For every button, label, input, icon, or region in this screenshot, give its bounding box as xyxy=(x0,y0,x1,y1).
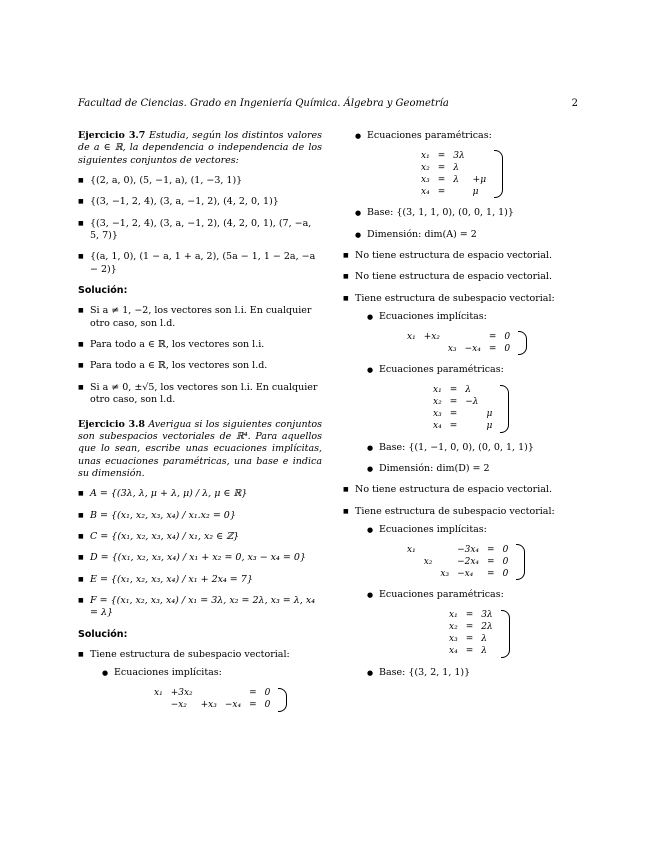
eq-cell: x₃ xyxy=(449,633,458,644)
equation-table xyxy=(445,610,497,658)
eq-cell: −2x₄ xyxy=(457,556,480,567)
eq-cell: λ xyxy=(453,162,459,173)
eq-cell: x₃ xyxy=(433,408,442,419)
eq-cell: = xyxy=(449,408,458,419)
eq-cell xyxy=(469,162,490,174)
list-item: ■ Para todo a ∈ ℝ, los vectores son l.i. xyxy=(78,339,322,351)
eq-cell: = xyxy=(437,186,446,197)
eq-cell: x₁ xyxy=(449,609,458,620)
eq-cell: = xyxy=(249,699,257,710)
page-number: 2 xyxy=(571,98,578,109)
list-item xyxy=(102,667,322,711)
list-item: ■ C = {(x₁, x₂, x₃, x₄) / x₁, x₂ ∈ ℤ} xyxy=(78,531,322,543)
exercise-3-7-title: Ejercicio 3.7 xyxy=(78,130,146,141)
list-item: ■ D = {(x₁, x₂, x₃, x₄) / x₁ + x₂ = 0, x₃ − x₄ = 0} xyxy=(78,552,322,564)
eq-cell: = xyxy=(465,621,474,632)
eq-cell xyxy=(420,343,444,355)
eq-cell xyxy=(436,556,453,568)
list-item: ■ E = {(x₁, x₂, x₃, x₄) / x₁ + 2x₄ = 7} xyxy=(78,574,322,586)
list-item xyxy=(355,130,581,198)
list-item: ■ {(3, −1, 2, 4), (3, a, −1, 2), (4, 2, 0, 1), (7, −a, 5, 7)} xyxy=(78,218,322,243)
exercise-3-8 xyxy=(78,419,322,481)
eq-cell: μ xyxy=(472,186,479,197)
eq-cell: λ xyxy=(481,645,487,656)
eq-cell: = xyxy=(449,396,458,407)
exercise-3-7-answers xyxy=(78,305,322,406)
eq-cell: 0 xyxy=(502,544,509,555)
eq-cell xyxy=(221,688,245,700)
eq-cell xyxy=(403,343,420,355)
right-brace xyxy=(500,385,509,433)
answer-A xyxy=(78,649,322,712)
equation-table xyxy=(429,385,496,433)
eq-cell: +x₂ xyxy=(423,331,440,342)
answer-C: ■ No tiene estructura de espacio vectorial. xyxy=(343,271,581,283)
eq-cell: = xyxy=(449,384,458,395)
list-item: ■ {(a, 1, 0), (1 − a, 1 + a, 2), (5a − 1, 1 − 2a, −a − 2)} xyxy=(78,251,322,276)
list-item: ■ Si a ≠ 1, −2, los vectores son l.i. En cualquier otro caso, son l.d. xyxy=(78,305,322,330)
eq-cell xyxy=(403,568,420,580)
eq-cell: λ xyxy=(465,384,471,395)
eq-cell xyxy=(150,700,167,712)
eq-cell: x₃ xyxy=(440,568,450,579)
implicit-label: Ecuaciones implícitas: xyxy=(379,311,487,323)
eq-cell xyxy=(444,331,461,343)
eq-cell: −3x₄ xyxy=(457,544,480,555)
structure-yes-text: Tiene estructura de subespacio vectorial: xyxy=(90,648,290,660)
eq-cell: 0 xyxy=(502,568,509,579)
eq-cell: x₂ xyxy=(423,556,433,567)
eq-cell: +μ xyxy=(472,174,487,185)
eq-cell: = xyxy=(249,687,257,698)
list-item: ■ B = {(x₁, x₂, x₃, x₄) / x₁.x₂ = 0} xyxy=(78,510,322,522)
right-brace xyxy=(501,610,510,658)
eq-cell xyxy=(420,544,437,556)
eq-cell: x₁ xyxy=(154,687,163,698)
list-item xyxy=(367,589,581,657)
eq-cell: = xyxy=(488,331,497,342)
eq-cell: x₃ xyxy=(421,174,430,185)
equation-system xyxy=(403,544,581,580)
param-label: Ecuaciones paramétricas: xyxy=(367,130,492,141)
list-item: ● Base: {(3, 2, 1, 1)} xyxy=(367,667,581,679)
eq-cell: x₁ xyxy=(421,150,430,161)
list-item: ● Base: {(1, −1, 0, 0), (0, 0, 1, 1)} xyxy=(367,442,581,454)
header-title: Facultad de Ciencias. Grado en Ingeniería Química. Álgebra y Geometría xyxy=(78,98,449,109)
list-item: ■ {(2, a, 0), (5, −1, a), (1, −3, 1)} xyxy=(78,175,322,187)
implicit-label: Ecuaciones implícitas: xyxy=(114,667,222,679)
eq-cell: x₁ xyxy=(433,384,442,395)
list-item: ● Dimensión: dim(D) = 2 xyxy=(367,463,581,475)
eq-cell: = xyxy=(487,544,495,555)
list-item: ● Base: {(3, 1, 1, 0), (0, 0, 1, 1)} xyxy=(355,207,581,219)
eq-cell xyxy=(461,409,482,421)
eq-cell: −x₂ xyxy=(170,699,187,710)
eq-cell: = xyxy=(465,645,474,656)
answer-B: ■ No tiene estructura de espacio vectorial. xyxy=(343,250,581,262)
exercise-3-7-list xyxy=(78,175,322,276)
eq-cell: = xyxy=(437,162,446,173)
list-item xyxy=(367,311,581,355)
eq-cell: 3λ xyxy=(453,150,465,161)
eq-cell: +3x₂ xyxy=(170,687,193,698)
param-label: Ecuaciones paramétricas: xyxy=(379,364,504,376)
eq-cell: = xyxy=(437,150,446,161)
equation-system xyxy=(429,385,581,433)
eq-cell: −x₄ xyxy=(464,343,481,354)
eq-cell: = xyxy=(488,343,497,354)
exercise-3-8-statement: Averigua si los siguientes conjuntos son subespacios vectoriales de ℝ⁴. Para aquellos que lo sean, escribe unas ecuaciones implícitas, unas ecuaciones paramétricas, una base e indica su dimensión. xyxy=(78,418,322,479)
eq-cell: −x₄ xyxy=(224,699,242,710)
equation-system xyxy=(417,150,581,198)
eq-cell: = xyxy=(449,420,458,431)
eq-cell: 0 xyxy=(264,699,271,710)
left-column xyxy=(78,130,322,721)
page-header xyxy=(78,97,578,110)
answer-D-details xyxy=(367,311,581,475)
eq-cell: 0 xyxy=(264,687,271,698)
equation-system xyxy=(150,688,322,712)
equation-table xyxy=(417,150,490,198)
eq-cell: λ xyxy=(481,633,487,644)
eq-cell: 2λ xyxy=(481,621,493,632)
eq-cell: = xyxy=(465,633,474,644)
exercise-3-8-list xyxy=(78,488,322,619)
list-item: ■ F = {(x₁, x₂, x₃, x₄) / x₁ = 3λ, x₂ = 2λ, x₃ = λ, x₄ = λ} xyxy=(78,595,322,620)
eq-cell xyxy=(482,385,496,397)
eq-cell: 0 xyxy=(502,556,509,567)
eq-cell: = xyxy=(465,609,474,620)
eq-cell xyxy=(461,421,482,433)
eq-cell: x₂ xyxy=(449,621,458,632)
eq-cell: = xyxy=(487,556,495,567)
right-brace xyxy=(518,331,527,355)
equation-system xyxy=(403,331,581,355)
right-brace xyxy=(278,688,287,712)
eq-cell: 0 xyxy=(504,343,511,354)
eq-cell: x₄ xyxy=(433,420,442,431)
eq-cell xyxy=(461,331,485,343)
eq-cell: x₁ xyxy=(407,544,416,555)
list-item: ● Dimensión: dim(A) = 2 xyxy=(355,229,581,241)
eq-cell: x₃ xyxy=(447,343,457,354)
answer-D xyxy=(343,293,581,476)
right-brace xyxy=(494,150,503,198)
answer-F-details xyxy=(367,524,581,679)
answer-A-details xyxy=(102,667,322,711)
eq-cell: x₁ xyxy=(407,331,416,342)
eq-cell: μ xyxy=(486,408,493,419)
exercise-3-8-title: Ejercicio 3.8 xyxy=(78,418,145,430)
answer-A-continued xyxy=(355,130,581,241)
equation-table xyxy=(150,688,274,712)
eq-cell: 3λ xyxy=(481,609,493,620)
right-column xyxy=(343,130,581,688)
eq-cell xyxy=(436,544,453,556)
exercise-3-7 xyxy=(78,130,322,167)
list-item: ■ {(3, −1, 2, 4), (3, a, −1, 2), (4, 2, 0, 1)} xyxy=(78,196,322,208)
eq-cell xyxy=(197,688,221,700)
eq-cell: −x₄ xyxy=(457,568,474,579)
eq-cell: −λ xyxy=(465,396,479,407)
eq-cell xyxy=(449,186,468,198)
eq-cell: λ xyxy=(453,174,459,185)
eq-cell xyxy=(403,556,420,568)
eq-cell: x₂ xyxy=(421,162,430,173)
list-item: ■ Si a ≠ 0, ±√5, los vectores son l.i. En cualquier otro caso, son l.d. xyxy=(78,382,322,407)
exercise-3-8-answers xyxy=(78,649,322,712)
eq-cell: 0 xyxy=(504,331,511,342)
solution-heading: Solución: xyxy=(78,628,128,640)
exercise-3-8-answers-continued xyxy=(343,250,581,679)
equation-table xyxy=(403,544,512,580)
equation-system xyxy=(445,610,581,658)
eq-cell: x₄ xyxy=(421,186,430,197)
list-item: ■ A = {(3λ, λ, μ + λ, μ) / λ, μ ∈ ℝ} xyxy=(78,488,322,500)
eq-cell xyxy=(482,397,496,409)
structure-yes-text: Tiene estructura de subespacio vectorial: xyxy=(355,292,555,304)
list-item xyxy=(367,524,581,580)
eq-cell: μ xyxy=(486,420,493,431)
param-label: Ecuaciones paramétricas: xyxy=(379,589,504,601)
list-item xyxy=(367,364,581,432)
answer-E: ■ No tiene estructura de espacio vectorial. xyxy=(343,484,581,496)
eq-cell: = xyxy=(437,174,446,185)
eq-cell: x₂ xyxy=(433,396,442,407)
implicit-label: Ecuaciones implícitas: xyxy=(379,524,487,536)
equation-table xyxy=(403,331,514,355)
eq-cell xyxy=(420,568,437,580)
exercise-3-7-statement: Estudia, según los distintos valores de a ∈ ℝ, la dependencia o independencia de los siguientes conjuntos de vectores: xyxy=(78,130,322,166)
eq-cell: = xyxy=(487,568,495,579)
eq-cell: x₄ xyxy=(449,645,458,656)
list-item: ■ Para todo a ∈ ℝ, los vectores son l.d. xyxy=(78,360,322,372)
structure-yes-text: Tiene estructura de subespacio vectorial: xyxy=(355,505,555,517)
eq-cell: +x₃ xyxy=(200,699,217,710)
right-brace xyxy=(516,544,525,580)
solution-heading: Solución: xyxy=(78,285,128,297)
answer-F xyxy=(343,506,581,679)
eq-cell xyxy=(469,150,490,162)
